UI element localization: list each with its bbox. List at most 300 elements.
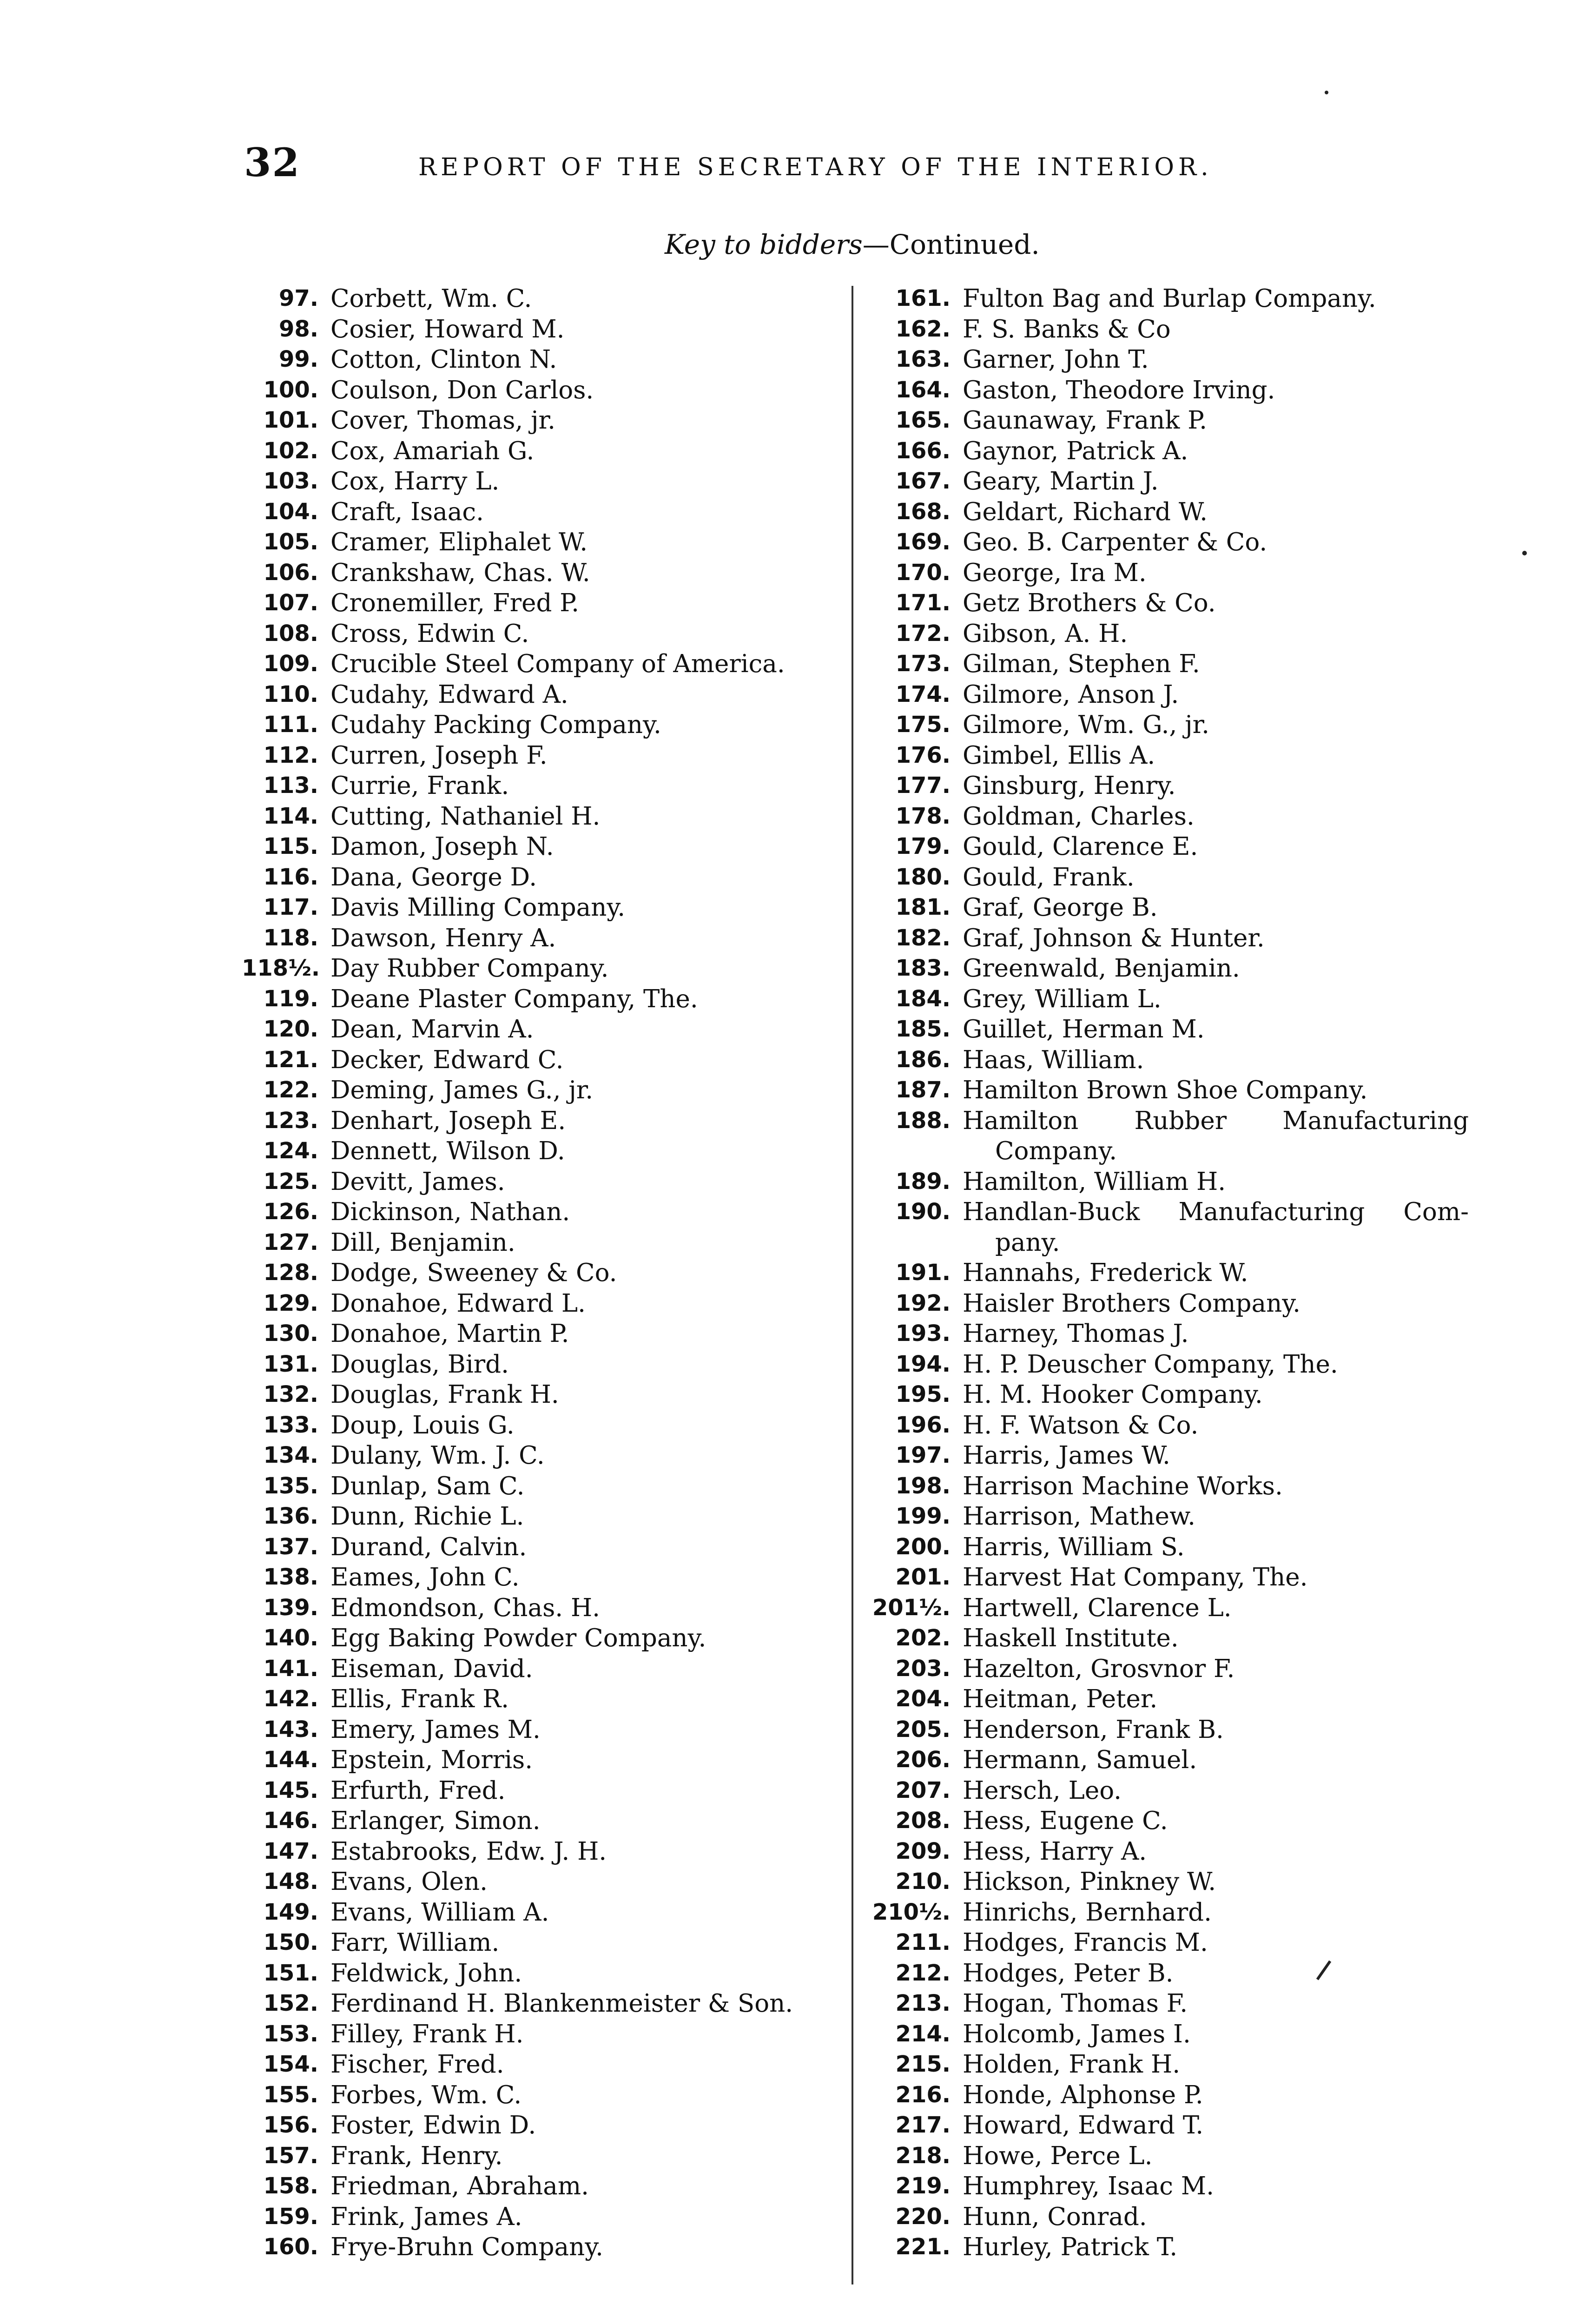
- bidder-name: Deane Plaster Company, The.: [330, 984, 698, 1013]
- bidder-entry: [865, 680, 1469, 710]
- bidder-entry: [865, 1471, 1469, 1502]
- bidder-name: Donahoe, Edward L.: [330, 1289, 586, 1318]
- bidder-number: 179.: [895, 833, 951, 859]
- bidder-entry: [242, 1562, 837, 1593]
- bidder-entry: [865, 619, 1469, 649]
- bidder-number: 205.: [895, 1716, 951, 1743]
- bidder-entry: [865, 1776, 1469, 1806]
- subtitle-continued: —Continued.: [862, 229, 1040, 260]
- bidder-entry: [242, 1167, 837, 1197]
- bidder-name: Hickson, Pinkney W.: [963, 1868, 1216, 1896]
- bidder-entry: [865, 1440, 1469, 1471]
- bidder-name: Getz Brothers & Co.: [963, 589, 1216, 617]
- bidder-number: 133.: [263, 1412, 318, 1438]
- bidder-number: 97.: [278, 285, 318, 311]
- bidder-name: Cronemiller, Fred P.: [330, 589, 579, 617]
- bidder-name: Cutting, Nathaniel H.: [330, 802, 601, 831]
- bidder-name-continuation: Company.: [995, 1137, 1117, 1165]
- bidder-number: 214.: [895, 2020, 951, 2047]
- bidder-name: Dill, Benjamin.: [330, 1228, 515, 1257]
- bidder-name: Frink, James A.: [330, 2202, 522, 2231]
- bidder-name-continuation: pany.: [995, 1228, 1060, 1257]
- bidder-name: Emery, James M.: [330, 1715, 541, 1744]
- bidder-number: 170.: [895, 559, 951, 586]
- bidder-number: 137.: [263, 1533, 318, 1560]
- bidder-number: 161.: [895, 285, 951, 311]
- bidder-name: Gould, Frank.: [963, 863, 1135, 891]
- bidder-number: 186.: [895, 1046, 951, 1073]
- bidder-number: 220.: [895, 2203, 951, 2230]
- bidder-number: 100.: [263, 376, 318, 403]
- bidder-name: Haskell Institute.: [963, 1624, 1179, 1652]
- bidder-name: Dawson, Henry A.: [330, 924, 556, 952]
- bidder-number: 210½.: [872, 1899, 951, 1925]
- bidder-number: 126.: [263, 1199, 318, 1225]
- bidder-entry: [242, 771, 837, 801]
- scan-speck: [1522, 551, 1527, 555]
- bidder-number: 174.: [895, 681, 951, 707]
- bidder-entry: [242, 1106, 837, 1136]
- bidder-name: Gimbel, Ellis A.: [963, 741, 1155, 770]
- bidder-number: 103.: [263, 468, 318, 494]
- bidder-name: Fischer, Fred.: [330, 2050, 504, 2079]
- bidder-name: [963, 1106, 1469, 1167]
- bidder-entry: [242, 2171, 837, 2202]
- bidder-number: 138.: [263, 1564, 318, 1590]
- bidder-name: Greenwald, Benjamin.: [963, 954, 1240, 983]
- bidder-entry: [242, 344, 837, 375]
- bidder-number: 117.: [263, 894, 318, 920]
- bidder-number: 106.: [263, 559, 318, 586]
- bidder-number: 143.: [263, 1716, 318, 1743]
- bidder-entry: [242, 984, 837, 1015]
- bidder-name: Holden, Frank H.: [963, 2050, 1181, 2079]
- bidder-number: 191.: [895, 1260, 951, 1286]
- bidder-name: Dunn, Richie L.: [330, 1502, 524, 1531]
- bidder-number: 211.: [895, 1929, 951, 1955]
- bidder-number: 118½.: [242, 955, 320, 981]
- bidder-name: Erfurth, Fred.: [330, 1776, 506, 1805]
- bidder-number: 142.: [263, 1686, 318, 1712]
- bidder-number: 144.: [263, 1747, 318, 1773]
- bidder-number: 128.: [263, 1260, 318, 1286]
- bidder-entry: [242, 1258, 837, 1288]
- bidder-entry: [865, 1501, 1469, 1532]
- bidder-number: 218.: [895, 2142, 951, 2169]
- bidder-entry: [865, 1897, 1469, 1928]
- bidder-entry: [865, 1562, 1469, 1593]
- bidder-name: Cox, Harry L.: [330, 467, 500, 495]
- bidder-entry: [865, 1106, 1469, 1167]
- bidder-number: 149.: [263, 1899, 318, 1925]
- bidder-number: 154.: [263, 2051, 318, 2077]
- bidder-number: 180.: [895, 864, 951, 890]
- bidder-entry: [865, 1532, 1469, 1563]
- bidder-entry: [242, 1715, 837, 1745]
- bidder-name-word: Com-: [1403, 1198, 1469, 1226]
- bidder-number: 121.: [263, 1046, 318, 1073]
- bidder-entry: [865, 2202, 1469, 2232]
- bidder-name: Holcomb, James I.: [963, 2020, 1191, 2048]
- bidder-name: Humphrey, Isaac M.: [963, 2172, 1214, 2200]
- bidder-number: 184.: [895, 985, 951, 1012]
- bidder-entry: [865, 466, 1469, 497]
- bidder-entry: [242, 1776, 837, 1806]
- bidder-name: Doup, Louis G.: [330, 1411, 515, 1439]
- bidder-number: 156.: [263, 2112, 318, 2138]
- bidder-number: 193.: [895, 1320, 951, 1347]
- bidder-number: 206.: [895, 1747, 951, 1773]
- bidder-number: 173.: [895, 651, 951, 677]
- bidder-name: Geo. B. Carpenter & Co.: [963, 528, 1268, 556]
- bidder-entry: [242, 953, 837, 984]
- bidder-name: Gilmore, Anson J.: [963, 680, 1179, 709]
- bidder-name: Decker, Edward C.: [330, 1045, 564, 1074]
- bidder-name: Haas, William.: [963, 1045, 1144, 1074]
- bidder-name: Gaunaway, Frank P.: [963, 406, 1207, 435]
- bidder-number: 210.: [895, 1868, 951, 1895]
- bidder-name: Filley, Frank H.: [330, 2020, 524, 2048]
- bidder-number: 110.: [263, 681, 318, 707]
- bidder-entry: [865, 2019, 1469, 2050]
- bidder-name: Donahoe, Martin P.: [330, 1320, 569, 1348]
- bidder-entry: [242, 2202, 837, 2232]
- bidder-name: Davis Milling Company.: [330, 893, 626, 922]
- bidder-name: Foster, Edwin D.: [330, 2111, 536, 2139]
- bidder-name: Howe, Perce L.: [963, 2141, 1153, 2170]
- bidder-entry: [242, 1136, 837, 1167]
- bidder-number: 216.: [895, 2081, 951, 2108]
- bidder-name: Deming, James G., jr.: [330, 1076, 594, 1104]
- bidder-name: Erlanger, Simon.: [330, 1807, 541, 1835]
- bidder-entry: [865, 1167, 1469, 1197]
- bidder-number: 159.: [263, 2203, 318, 2230]
- bidder-entry: [865, 2232, 1469, 2263]
- bidder-name: Honde, Alphonse P.: [963, 2080, 1203, 2109]
- bidder-entry: [865, 801, 1469, 832]
- bidder-number: 181.: [895, 894, 951, 920]
- bidder-number: 147.: [263, 1838, 318, 1864]
- bidder-number: 162.: [895, 316, 951, 342]
- bidder-entry: [865, 1593, 1469, 1624]
- bidder-entry: [865, 771, 1469, 801]
- bidder-number: 151.: [263, 1960, 318, 1986]
- bidder-name: Geary, Martin J.: [963, 467, 1159, 495]
- bidder-name: Eiseman, David.: [330, 1654, 533, 1683]
- bidder-number: 158.: [263, 2173, 318, 2199]
- bidder-entry: [865, 2171, 1469, 2202]
- bidder-entry: [242, 436, 837, 467]
- bidder-entry: [865, 923, 1469, 954]
- bidder-name: Cosier, Howard M.: [330, 315, 565, 343]
- bidder-number: 160.: [263, 2234, 318, 2260]
- bidder-name: Egg Baking Powder Company.: [330, 1624, 706, 1652]
- bidder-name: Evans, William A.: [330, 1898, 549, 1927]
- bidder-entry: [865, 984, 1469, 1015]
- bidder-name: Devitt, James.: [330, 1167, 505, 1196]
- bidder-number: 187.: [895, 1077, 951, 1103]
- bidder-number: 109.: [263, 651, 318, 677]
- bidder-entry: [242, 1014, 837, 1045]
- bidder-number: 125.: [263, 1168, 318, 1195]
- bidder-entry: [865, 1745, 1469, 1776]
- bidder-entry: [242, 892, 837, 923]
- bidder-entry: [865, 649, 1469, 680]
- bidder-entry: [242, 1593, 837, 1624]
- bidder-entry: [242, 2080, 837, 2111]
- bidder-number: 192.: [895, 1290, 951, 1316]
- bidder-number: 124.: [263, 1138, 318, 1164]
- bidder-number: 105.: [263, 529, 318, 555]
- bidder-number: 140.: [263, 1625, 318, 1651]
- bidder-entry: [865, 1075, 1469, 1106]
- bidder-number: 132.: [263, 1381, 318, 1407]
- bidder-entry: [865, 1380, 1469, 1410]
- bidder-number: 148.: [263, 1868, 318, 1895]
- bidder-name: Hartwell, Clarence L.: [963, 1593, 1232, 1622]
- bidder-name: Hess, Harry A.: [963, 1837, 1147, 1866]
- bidder-name: Coulson, Don Carlos.: [330, 376, 594, 404]
- bidder-entry: [865, 1836, 1469, 1867]
- bidder-entry: [865, 1258, 1469, 1288]
- bidder-entry: [865, 1014, 1469, 1045]
- bidder-name: Hodges, Peter B.: [963, 1959, 1174, 1987]
- bidder-name: Cotton, Clinton N.: [330, 345, 557, 374]
- bidder-entry: [242, 832, 837, 862]
- bidder-entry: [865, 953, 1469, 984]
- bidder-number: 203.: [895, 1655, 951, 1682]
- bidder-entry: [865, 1988, 1469, 2019]
- bidder-entry: [242, 466, 837, 497]
- bidder-entry: [865, 314, 1469, 345]
- bidder-number: 177.: [895, 772, 951, 799]
- bidder-name: Crucible Steel Company of America.: [330, 650, 785, 678]
- bidder-name: Frank, Henry.: [330, 2141, 503, 2170]
- bidder-entry: [865, 1806, 1469, 1836]
- bidder-number: 201½.: [872, 1594, 951, 1621]
- bidder-name: Graf, Johnson & Hunter.: [963, 924, 1265, 952]
- section-subtitle: [665, 229, 1040, 260]
- bidder-name: Ellis, Frank R.: [330, 1685, 509, 1713]
- bidder-name: Grey, William L.: [963, 984, 1162, 1013]
- bidder-entry: [865, 2080, 1469, 2111]
- bidder-number: 141.: [263, 1655, 318, 1682]
- bidder-name: Curren, Joseph F.: [330, 741, 548, 770]
- bidder-name: Harrison Machine Works.: [963, 1472, 1283, 1500]
- bidder-number: 157.: [263, 2142, 318, 2169]
- bidder-name: Forbes, Wm. C.: [330, 2080, 522, 2109]
- bidder-number: 127.: [263, 1229, 318, 1255]
- bidder-entry: [865, 1319, 1469, 1349]
- bidder-name: Frye-Bruhn Company.: [330, 2233, 603, 2261]
- scan-speck: [1325, 91, 1328, 94]
- bidder-number: 201.: [895, 1564, 951, 1590]
- bidder-number: 217.: [895, 2112, 951, 2138]
- bidder-entry: [865, 862, 1469, 893]
- bidder-name: Hamilton Brown Shoe Company.: [963, 1076, 1368, 1104]
- bidder-name: H. P. Deuscher Company, The.: [963, 1350, 1338, 1379]
- bidder-name: Craft, Isaac.: [330, 497, 484, 526]
- bidder-entry: [242, 1806, 837, 1836]
- bidder-entry: [242, 1958, 837, 1989]
- bidder-number: 171.: [895, 590, 951, 616]
- bidder-entry: [242, 1045, 837, 1076]
- bidder-entry: [865, 1928, 1469, 1958]
- bidder-number: 199.: [895, 1503, 951, 1529]
- bidder-entry: [865, 1867, 1469, 1897]
- bidder-number: 221.: [895, 2234, 951, 2260]
- bidder-number: 163.: [895, 346, 951, 372]
- bidder-number: 114.: [263, 803, 318, 829]
- bidder-name: Dodge, Sweeney & Co.: [330, 1259, 617, 1287]
- bidder-entry: [865, 1197, 1469, 1258]
- bidder-number: 183.: [895, 955, 951, 981]
- bidder-number: 122.: [263, 1077, 318, 1103]
- bidder-number: 155.: [263, 2081, 318, 2108]
- bidder-entry: [865, 1288, 1469, 1319]
- bidder-entry: [865, 740, 1469, 771]
- bidder-name: Gilman, Stephen F.: [963, 650, 1200, 678]
- bidder-name: Durand, Calvin.: [330, 1532, 527, 1561]
- bidder-entry: [865, 1684, 1469, 1715]
- bidder-number: 166.: [895, 437, 951, 464]
- bidder-number: 219.: [895, 2173, 951, 2199]
- bidder-number: 123.: [263, 1107, 318, 1134]
- bidder-name: Gould, Clarence E.: [963, 832, 1198, 861]
- bidder-entry: [242, 1623, 837, 1654]
- bidder-entry: [242, 1440, 837, 1471]
- bidder-entry: [242, 497, 837, 528]
- bidder-entry: [865, 436, 1469, 467]
- bidder-entry: [242, 1745, 837, 1776]
- bidder-number: 185.: [895, 1016, 951, 1042]
- bidder-entry: [865, 344, 1469, 375]
- bidder-name: F. S. Banks & Co: [963, 315, 1171, 343]
- bidder-number: 178.: [895, 803, 951, 829]
- bidder-name: Damon, Joseph N.: [330, 832, 554, 861]
- bidder-number: 215.: [895, 2051, 951, 2077]
- bidder-entry: [242, 923, 837, 954]
- bidder-entry: [242, 1897, 837, 1928]
- bidder-name: Estabrooks, Edw. J. H.: [330, 1837, 607, 1866]
- bidder-name: Harney, Thomas J.: [963, 1320, 1189, 1348]
- bidder-number: 150.: [263, 1929, 318, 1955]
- bidder-entry: [242, 680, 837, 710]
- bidder-entry: [242, 1288, 837, 1319]
- bidder-entry: [242, 2141, 837, 2172]
- bidder-entry: [865, 892, 1469, 923]
- bidder-entry: [242, 862, 837, 893]
- bidder-number: 131.: [263, 1351, 318, 1377]
- bidder-name: Gibson, A. H.: [963, 619, 1128, 648]
- bidder-name: Dennett, Wilson D.: [330, 1137, 565, 1165]
- bidder-entry: [242, 1228, 837, 1258]
- bidder-name-word: Manufacturing: [1178, 1198, 1365, 1226]
- bidder-number: 209.: [895, 1838, 951, 1864]
- bidder-entry: [242, 1988, 837, 2019]
- bidder-entry: [242, 2232, 837, 2263]
- bidder-entry: [242, 1197, 837, 1228]
- bidder-entry: [242, 1380, 837, 1410]
- bidder-entry: [865, 832, 1469, 862]
- bidder-number: 202.: [895, 1625, 951, 1651]
- bidder-number: 134.: [263, 1442, 318, 1468]
- bidder-entry: [865, 588, 1469, 619]
- bidder-name: Cramer, Eliphalet W.: [330, 528, 588, 556]
- bidder-number: 116.: [263, 864, 318, 890]
- bidder-number: 182.: [895, 924, 951, 951]
- bidder-number: 130.: [263, 1320, 318, 1347]
- bidder-name: Cox, Amariah G.: [330, 436, 535, 465]
- bidder-name: Currie, Frank.: [330, 772, 509, 800]
- bidder-number: 167.: [895, 468, 951, 494]
- bidder-name: Harrison, Mathew.: [963, 1502, 1195, 1531]
- bidder-number: 176.: [895, 742, 951, 768]
- bidder-name-word: Manufacturing: [1282, 1106, 1469, 1135]
- bidder-number: 164.: [895, 376, 951, 403]
- bidder-entry: [242, 1349, 837, 1380]
- bidder-number: 104.: [263, 498, 318, 525]
- bidder-name: Ginsburg, Henry.: [963, 772, 1176, 800]
- bidder-entry: [865, 1410, 1469, 1441]
- bidder-name: Dulany, Wm. J. C.: [330, 1441, 545, 1470]
- bidder-name: Hannahs, Frederick W.: [963, 1259, 1248, 1287]
- bidder-number: 99.: [278, 346, 318, 372]
- bidder-name: Douglas, Bird.: [330, 1350, 509, 1379]
- bidder-number: 169.: [895, 529, 951, 555]
- bidder-entry: [242, 1654, 837, 1684]
- bidder-number: 172.: [895, 620, 951, 647]
- bidder-name: Harris, William S.: [963, 1532, 1185, 1561]
- bidder-name: H. M. Hooker Company.: [963, 1380, 1263, 1409]
- subtitle-italic: Key to bidders: [665, 229, 863, 260]
- bidder-name: [963, 1197, 1469, 1258]
- bidder-entry: [242, 710, 837, 740]
- bidder-name: Cudahy Packing Company.: [330, 711, 661, 739]
- column-divider: [852, 286, 853, 2284]
- bidder-entry: [242, 2110, 837, 2141]
- bidder-number: 190.: [895, 1199, 951, 1225]
- bidder-number: 194.: [895, 1351, 951, 1377]
- bidder-number: 189.: [895, 1168, 951, 1195]
- bidder-number: 165.: [895, 407, 951, 433]
- bidder-name: Friedman, Abraham.: [330, 2172, 589, 2200]
- bidder-entry: [242, 649, 837, 680]
- bidder-number: 113.: [263, 772, 318, 799]
- bidder-name: Corbett, Wm. C.: [330, 284, 532, 313]
- bidder-number: 129.: [263, 1290, 318, 1316]
- bidder-entry: [865, 1623, 1469, 1654]
- bidder-number: 101.: [263, 407, 318, 433]
- bidder-entry: [242, 2019, 837, 2050]
- bidder-number: 102.: [263, 437, 318, 464]
- bidder-entry: [865, 405, 1469, 436]
- bidder-name: Cudahy, Edward A.: [330, 680, 568, 709]
- bidder-name: Hermann, Samuel.: [963, 1746, 1197, 1774]
- bidder-number: 108.: [263, 620, 318, 647]
- bidder-number: 115.: [263, 833, 318, 859]
- bidder-number: 145.: [263, 1777, 318, 1803]
- bidder-number: 195.: [895, 1381, 951, 1407]
- bidder-entry: [242, 1928, 837, 1958]
- bidder-number: 135.: [263, 1472, 318, 1499]
- bidder-name: Hazelton, Grosvnor F.: [963, 1654, 1235, 1683]
- bidder-entry: [865, 1349, 1469, 1380]
- bidder-number: 196.: [895, 1412, 951, 1438]
- bidder-entry: [242, 619, 837, 649]
- bidder-name: Crankshaw, Chas. W.: [330, 558, 590, 587]
- bidder-name: Hunn, Conrad.: [963, 2202, 1147, 2231]
